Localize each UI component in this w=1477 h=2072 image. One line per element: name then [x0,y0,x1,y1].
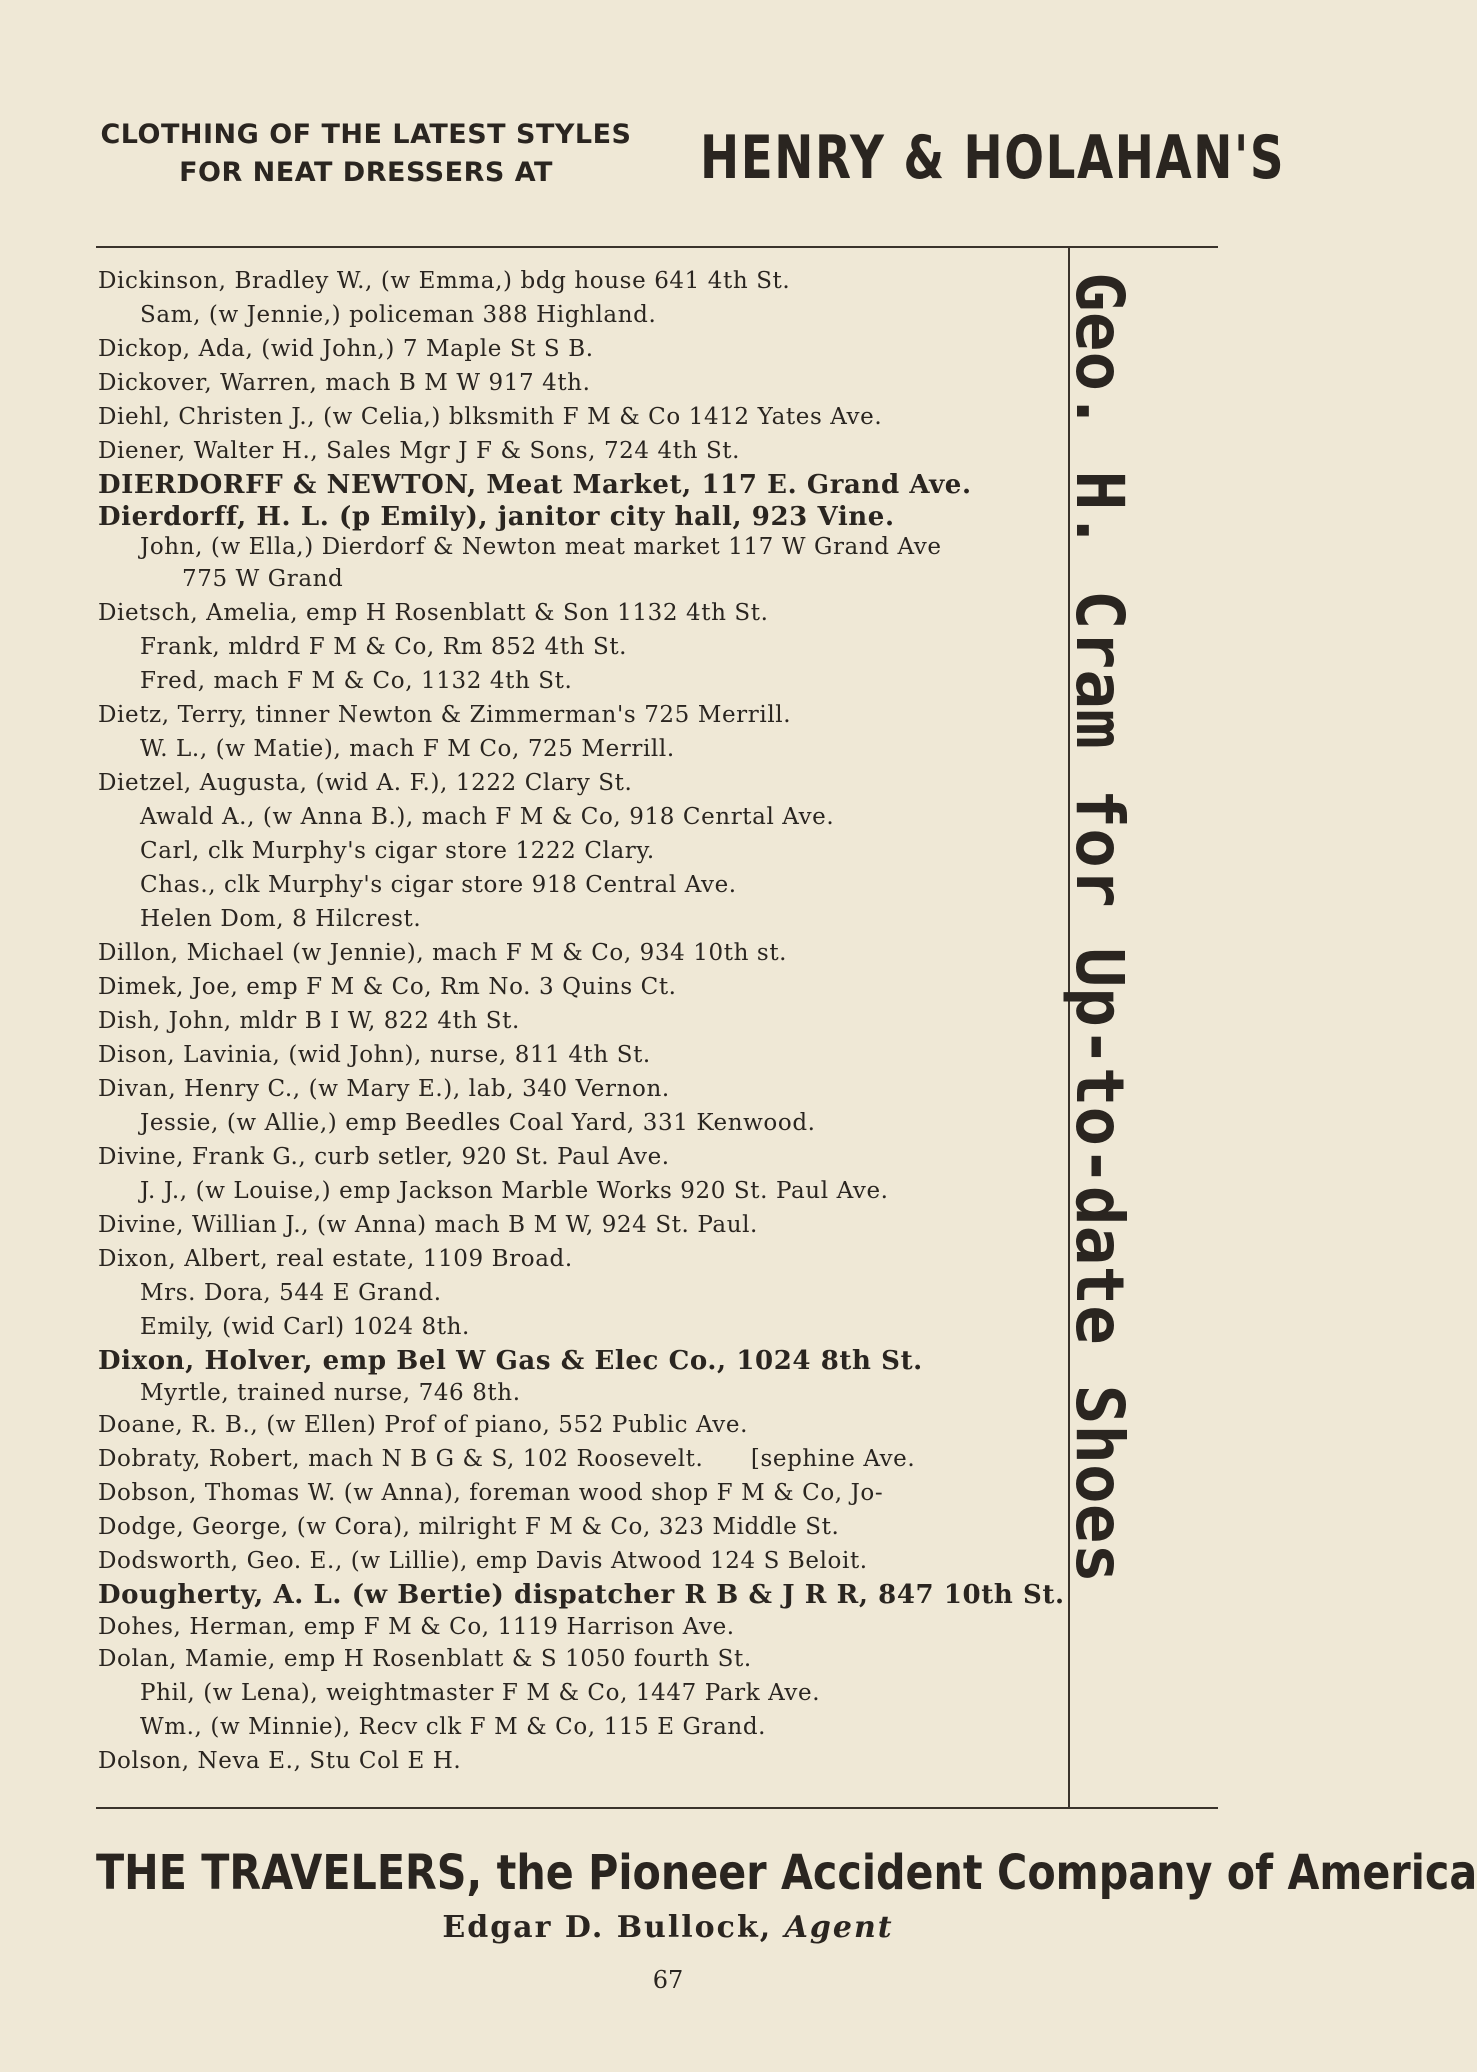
page-number: 67 [652,1966,684,1994]
directory-entry: Dish, John, mldr B I W, 822 4th St. [98,1008,520,1034]
agent-title: Agent [784,1910,894,1945]
clothing-ad-line-1: CLOTHING OF THE LATEST STYLES [100,119,632,150]
bottom-divider [96,1807,1218,1809]
directory-entry: Dickover, Warren, mach B M W 917 4th. [98,370,591,396]
directory-entry: Dolan, Mamie, emp H Rosenblatt & S 1050 fourth St. [98,1646,752,1672]
directory-entry: Awald A., (w Anna B.), mach F M & Co, 918 Cenrtal Ave. [140,804,835,830]
directory-entry: Dietz, Terry, tinner Newton & Zimmerman's 725 Merrill. [98,702,792,728]
directory-entry: Diener, Walter H., Sales Mgr J F & Sons, 724 4th St. [98,438,741,464]
directory-entry: Mrs. Dora, 544 E Grand. [140,1280,442,1306]
directory-entry-continuation: 775 W Grand [182,566,344,592]
directory-entry: Dietzel, Augusta, (wid A. F.), 1222 Clary St. [98,770,633,796]
directory-entry: Dickinson, Bradley W., (w Emma,) bdg house 641 4th St. [98,268,791,294]
directory-entry: Diehl, Christen J., (w Celia,) blksmith F M & Co 1412 Yates Ave. [98,404,883,430]
directory-entry: Jessie, (w Allie,) emp Beedles Coal Yard, 331 Kenwood. [140,1110,816,1136]
clothing-advertisement [96,116,636,192]
directory-entry: Dimek, Joe, emp F M & Co, Rm No. 3 Quins Ct. [98,974,677,1000]
directory-entry: Divine, Willian J., (w Anna) mach B M W, 924 St. Paul. [98,1212,758,1238]
shoes-side-advertisement: Geo. H. Cram for Up-to-date Shoes [1061,272,1138,1584]
insurance-advertisement: THE TRAVELERS, the Pioneer Accident Company of America [96,1845,1477,1901]
directory-entry: Dillon, Michael (w Jennie), mach F M & Co, 934 10th st. [98,940,788,966]
directory-entry: Dixon, Albert, real estate, 1109 Broad. [98,1246,573,1272]
directory-entry: Dietsch, Amelia, emp H Rosenblatt & Son 1132 4th St. [98,600,769,626]
directory-entry: John, (w Ella,) Dierdorf & Newton meat market 117 W Grand Ave [140,534,942,560]
directory-entry: Dickop, Ada, (wid John,) 7 Maple St S B. [98,336,594,362]
directory-entry: Dobson, Thomas W. (w Anna), foreman wood shop F M & Co, Jo- [98,1480,884,1506]
directory-entry: Dohes, Herman, emp F M & Co, 1119 Harrison Ave. [98,1614,735,1640]
directory-entry: Doane, R. B., (w Ellen) Prof of piano, 552 Public Ave. [98,1412,749,1438]
directory-entry: Dobraty, Robert, mach N B G & S, 102 Roosevelt. [sephine Ave. [98,1446,916,1472]
directory-entry-business: DIERDORFF & NEWTON, Meat Market, 117 E. Grand Ave. [98,470,972,500]
directory-entry: Chas., clk Murphy's cigar store 918 Central Ave. [140,872,737,898]
store-name-advertisement: HENRY & HOLAHAN'S [700,123,1286,193]
directory-entry: Phil, (w Lena), weightmaster F M & Co, 1447 Park Ave. [140,1680,821,1706]
directory-entry: Divine, Frank G., curb setler, 920 St. Paul Ave. [98,1144,670,1170]
directory-entry: Wm., (w Minnie), Recv clk F M & Co, 115 E Grand. [140,1714,767,1740]
directory-entry: Frank, mldrd F M & Co, Rm 852 4th St. [140,634,628,660]
directory-entry: Helen Dom, 8 Hilcrest. [140,906,422,932]
directory-entry: Divan, Henry C., (w Mary E.), lab, 340 Vernon. [98,1076,670,1102]
directory-entry: Dixon, Holver, emp Bel W Gas & Elec Co., 1024 8th St. [98,1346,923,1376]
directory-entry: Carl, clk Murphy's cigar store 1222 Clary. [140,838,655,864]
directory-entry: Dougherty, A. L. (w Bertie) dispatcher R B & J R R, 847 10th St. [98,1580,1065,1610]
clothing-ad-line-2: FOR NEAT DRESSERS AT [179,157,553,188]
directory-entry: Dolson, Neva E., Stu Col E H. [98,1748,462,1774]
agent-line [0,1906,1336,1950]
agent-name: Edgar D. Bullock, [442,1910,773,1945]
directory-entry: Dodsworth, Geo. E., (w Lillie), emp Davis Atwood 124 S Beloit. [98,1548,868,1574]
top-divider [96,246,1218,248]
directory-entry: Fred, mach F M & Co, 1132 4th St. [140,668,573,694]
directory-entry: Sam, (w Jennie,) policeman 388 Highland. [140,302,657,328]
directory-listing [98,264,1068,1778]
directory-entry: Dison, Lavinia, (wid John), nurse, 811 4th St. [98,1042,651,1068]
directory-entry: W. L., (w Matie), mach F M Co, 725 Merrill. [140,736,675,762]
directory-entry: Dierdorff, H. L. (p Emily), janitor city hall, 923 Vine. [98,502,895,532]
directory-entry: Emily, (wid Carl) 1024 8th. [140,1314,470,1340]
directory-entry: J. J., (w Louise,) emp Jackson Marble Works 920 St. Paul Ave. [140,1178,889,1204]
directory-entry: Myrtle, trained nurse, 746 8th. [140,1380,521,1406]
directory-entry: Dodge, George, (w Cora), milright F M & Co, 323 Middle St. [98,1514,840,1540]
